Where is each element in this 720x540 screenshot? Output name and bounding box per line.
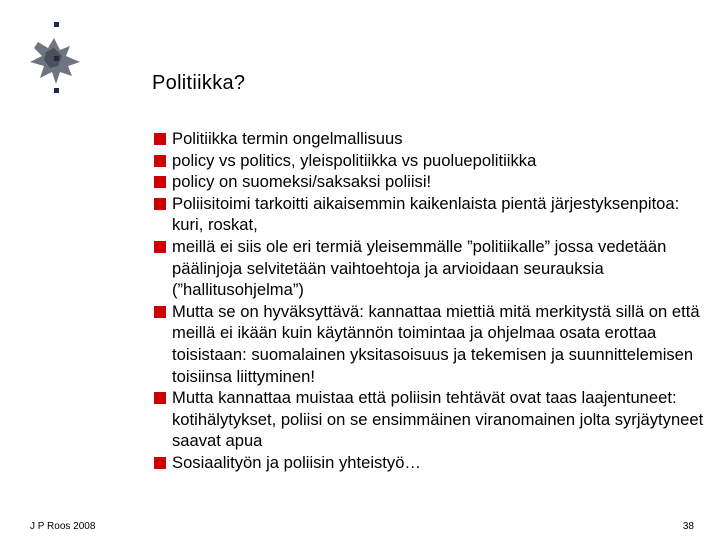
- bullet-square-icon: [154, 176, 166, 188]
- page-number: 38: [682, 521, 694, 532]
- bullet-square-icon: [154, 392, 166, 404]
- list-item: [152, 193, 704, 236]
- bullet-text: Politiikka termin ongelmallisuus: [172, 129, 403, 148]
- bullet-text: meillä ei siis ole eri termiä yleisemmälle ”politiikalle” jossa vedetään päälinjoja selvitetään vaihtoehtoja ja arvioidaan seurauksia (”hallitusohjelma”): [172, 236, 667, 300]
- bullet-square-icon: [154, 198, 166, 210]
- slide-title: Politiikka?: [152, 72, 246, 94]
- list-item: [152, 171, 704, 193]
- list-item: [152, 301, 704, 387]
- list-item: [152, 452, 704, 474]
- bullet-text: Mutta se on hyväksyttävä: kannattaa miettiä mitä merkitystä sillä on että meillä ei ikään kuin käytännön toimintaa ja ohjelmaa osata erottaa toisistaan: suomalainen yksitasoisuus ja tekemisen ja suunnittelemisen toisiinsa liittyminen!: [172, 301, 700, 386]
- bullet-list: [152, 128, 704, 474]
- bullet-square-icon: [154, 155, 166, 167]
- bullet-square-icon: [154, 306, 166, 318]
- university-seal-icon: [24, 22, 88, 98]
- bullet-text: Sosiaalityön ja poliisin yhteistyö…: [172, 452, 422, 472]
- list-item: [152, 236, 704, 301]
- footer-author: J P Roos 2008: [30, 521, 96, 532]
- bullet-square-icon: [154, 241, 166, 253]
- bullet-text: policy on suomeksi/saksaksi poliisi!: [172, 172, 432, 192]
- bullet-text: Poliisitoimi tarkoitti aikaisemmin kaikenlaista pientä järjestyksenpitoa: kuri, roskat,: [172, 193, 680, 235]
- list-item: [152, 387, 704, 452]
- bullet-text: policy vs politics, yleispolitiikka vs puoluepolitiikka: [172, 150, 537, 170]
- list-item: [152, 150, 704, 172]
- bullet-text: Mutta kannattaa muistaa että poliisin tehtävät ovat taas laajentuneet: kotihälytykset, poliisi on se ensimmäinen viranomainen jolta syrjäytyneet saavat apua: [172, 388, 704, 451]
- bullet-square-icon: [154, 457, 166, 469]
- bullet-square-icon: [154, 133, 166, 145]
- list-item: [152, 128, 704, 150]
